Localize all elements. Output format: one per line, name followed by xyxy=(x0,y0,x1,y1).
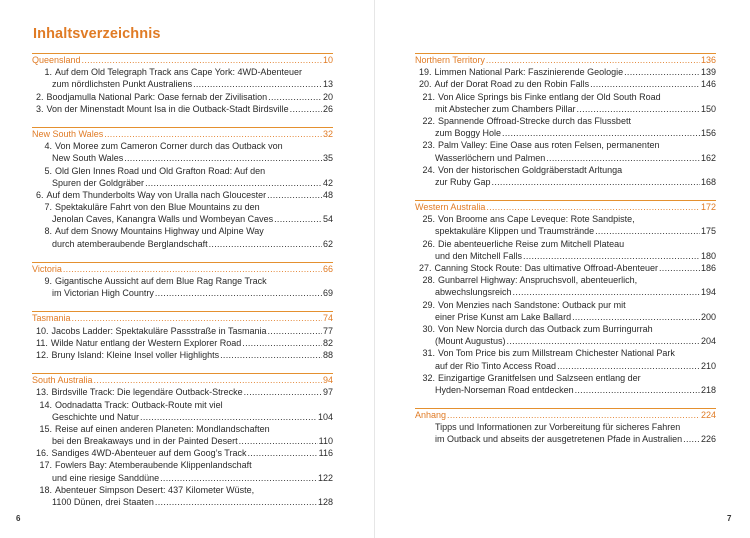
section-page-number: 10 xyxy=(322,55,333,65)
dot-leader xyxy=(595,225,700,237)
entry-title: Wasserlöchern und Palmen xyxy=(435,152,546,163)
entry-page-number: 168 xyxy=(700,176,716,187)
entry-number: 7. xyxy=(44,202,52,213)
entry-number: 31. xyxy=(422,348,435,359)
toc-entry-line[interactable] xyxy=(32,66,333,78)
entry-title: zum Boggy Hole xyxy=(435,128,502,139)
dot-leader xyxy=(72,312,322,324)
toc-entry-line[interactable] xyxy=(415,433,716,445)
toc-section xyxy=(32,127,333,250)
entry-title: durch atemberaubende Berglandschaft xyxy=(52,238,208,249)
toc-entry-line[interactable] xyxy=(415,78,716,90)
section-page-number: 74 xyxy=(322,313,333,324)
section-page-number: 66 xyxy=(322,263,333,274)
toc-entry-line[interactable] xyxy=(415,311,716,323)
toc-entry-line[interactable] xyxy=(415,66,716,78)
toc-entry-line[interactable] xyxy=(415,421,716,433)
entry-page-number: 218 xyxy=(700,384,716,395)
dot-leader xyxy=(124,152,322,164)
entry-title: Einzigartige Granitfelsen und Salzseen entlang der xyxy=(438,372,641,383)
toc-entry-line[interactable] xyxy=(32,152,333,164)
entry-number: 12. xyxy=(36,349,49,360)
entry-page-number: 97 xyxy=(322,387,333,398)
section-heading-link[interactable] xyxy=(32,128,333,140)
section-name: New South Wales xyxy=(32,128,104,139)
toc-section xyxy=(415,53,716,188)
entry-title: Hyden-Norseman Road entdecken xyxy=(435,384,574,395)
toc-entry-line[interactable] xyxy=(32,349,333,361)
dot-leader xyxy=(267,189,322,201)
entry-title: zur Ruby Gap xyxy=(435,176,491,187)
entry-page-number: 139 xyxy=(700,67,716,78)
toc-entry-line[interactable] xyxy=(32,177,333,189)
entry-title: Spuren der Goldgräber xyxy=(52,177,145,188)
dot-leader xyxy=(624,66,700,78)
section-heading-link[interactable] xyxy=(415,409,716,421)
entry-page-number: 42 xyxy=(322,177,333,188)
entry-page-number: 200 xyxy=(700,311,716,322)
entry-number: 16. xyxy=(36,448,49,459)
section-page-number: 224 xyxy=(700,410,716,421)
entry-number: 3. xyxy=(36,103,44,114)
toc-section xyxy=(415,408,716,446)
toc-column-left xyxy=(32,53,333,508)
entry-number: 30. xyxy=(422,323,435,334)
entry-title: bei den Breakaways und in der Painted Desert xyxy=(52,436,238,447)
toc-entry-line[interactable] xyxy=(415,115,716,127)
entry-title: Bruny Island: Kleine Insel voller Highlights xyxy=(51,349,220,360)
entry-title: Geschichte und Natur xyxy=(52,411,140,422)
entry-page-number: 116 xyxy=(318,448,333,459)
toc-entry-line[interactable] xyxy=(32,238,333,250)
toc-entry-line[interactable] xyxy=(32,337,333,349)
entry-title: Sandiges 4WD-Abenteuer auf dem Goog’s Track xyxy=(51,448,247,459)
entry-title: Spannende Offroad-Strecke durch das Flussbett xyxy=(438,115,631,126)
entry-number: 5. xyxy=(44,165,52,176)
dot-leader xyxy=(486,54,700,66)
entry-title: Jacobs Ladder: Spektakuläre Passstraße in Tasmania xyxy=(51,325,267,336)
entry-title: Gigantische Aussicht auf dem Blue Rag Range Track xyxy=(55,276,267,286)
dot-leader xyxy=(507,335,700,347)
toc-entry-line[interactable] xyxy=(415,91,716,103)
toc-entry-line[interactable] xyxy=(32,103,333,115)
dot-leader xyxy=(247,447,317,459)
entry-page-number: 20 xyxy=(322,91,333,102)
entry-page-number: 88 xyxy=(322,349,333,360)
section-page-number: 172 xyxy=(700,202,716,213)
entry-number: 23. xyxy=(422,140,435,151)
toc-entry-line[interactable] xyxy=(32,435,333,447)
toc-entry-line[interactable] xyxy=(32,213,333,225)
dot-leader xyxy=(546,152,700,164)
entry-number: 2. xyxy=(36,91,44,102)
toc-entry-line[interactable] xyxy=(32,201,333,213)
toc-column-right xyxy=(415,53,716,446)
entry-title: Auf der Dorat Road zu den Robin Falls xyxy=(434,79,590,90)
dot-leader xyxy=(502,127,700,139)
section-page-number: 94 xyxy=(322,375,333,386)
entry-title: abwechslungsreich xyxy=(435,287,512,298)
toc-section xyxy=(32,311,333,361)
dot-leader xyxy=(575,384,700,396)
section-name: Anhang xyxy=(415,410,447,421)
toc-entry-line[interactable] xyxy=(32,140,333,152)
entry-title: Gunbarrel Highway: Anspruchsvoll, abenteuerlich, xyxy=(438,275,638,286)
toc-entry-line[interactable] xyxy=(415,152,716,164)
entry-title: zum nördlichsten Punkt Australiens xyxy=(52,79,193,90)
toc-entry-line[interactable] xyxy=(415,286,716,298)
entry-number: 13. xyxy=(36,387,49,398)
section-name: Tasmania xyxy=(32,313,71,324)
entry-page-number: 128 xyxy=(317,497,333,507)
entry-page-number: 186 xyxy=(700,263,716,273)
toc-entry-line[interactable] xyxy=(32,447,333,459)
entry-page-number: 48 xyxy=(322,189,333,200)
toc-entry-line[interactable] xyxy=(415,384,716,396)
dot-leader xyxy=(659,262,700,274)
toc-section xyxy=(32,53,333,115)
entry-page-number: 194 xyxy=(700,287,716,298)
section-heading-link[interactable] xyxy=(32,374,333,386)
entry-page-number: 146 xyxy=(700,79,716,90)
toc-entry-line[interactable] xyxy=(32,496,333,508)
toc-entry-line[interactable] xyxy=(32,91,333,103)
entry-number: 15. xyxy=(39,423,52,434)
entry-number: 19. xyxy=(419,67,432,78)
toc-entry-line[interactable] xyxy=(415,360,716,372)
entry-number: 17. xyxy=(39,460,52,471)
page-number-left: 6 xyxy=(16,514,21,523)
entry-title: Auf dem Thunderbolts Way von Uralla nach Gloucester xyxy=(46,189,267,200)
entry-number: 6. xyxy=(36,189,44,200)
toc-entry-line[interactable] xyxy=(415,103,716,115)
toc-entry-line[interactable] xyxy=(415,225,716,237)
section-name: Western Australia xyxy=(415,202,486,213)
entry-number: 25. xyxy=(422,214,435,225)
section-page-number: 136 xyxy=(700,55,716,65)
section-name: Victoria xyxy=(32,263,62,274)
entry-title: Von New Norcia durch das Outback zum Burringurrah xyxy=(438,323,653,334)
dot-leader xyxy=(447,409,700,421)
entry-title: Boodjamulla National Park: Oase fernab der Zivilisation xyxy=(46,91,268,102)
toc-entry-line[interactable] xyxy=(32,459,333,471)
toc-entry-line[interactable] xyxy=(415,213,716,225)
entry-page-number: 180 xyxy=(700,250,716,261)
entry-page-number: 82 xyxy=(322,337,333,348)
toc-entry-line[interactable] xyxy=(415,250,716,262)
entry-number: 11. xyxy=(36,337,48,348)
entry-title: Von der historischen Goldgräberstadt Arltunga xyxy=(438,164,623,175)
entry-number: 27. xyxy=(419,263,432,273)
toc-entry-line[interactable] xyxy=(32,399,333,411)
entry-number: 20. xyxy=(419,79,432,90)
toc-entry-line[interactable] xyxy=(415,335,716,347)
entry-page-number: 13 xyxy=(322,79,333,90)
entry-number: 10. xyxy=(36,325,49,336)
entry-title: Auf dem Snowy Mountains Highway und Alpine Way xyxy=(55,226,264,237)
entry-title: mit Abstecher zum Chambers Pillar xyxy=(435,103,576,114)
entry-title: Fowlers Bay: Atemberaubende Klippenlandschaft xyxy=(55,460,252,471)
dot-leader xyxy=(94,374,322,386)
dot-leader xyxy=(523,250,700,262)
entry-title: Von Broome ans Cape Leveque: Rote Sandpiste, xyxy=(438,214,635,225)
toc-entry-line[interactable] xyxy=(32,386,333,398)
section-heading-link[interactable] xyxy=(32,54,333,66)
dot-leader xyxy=(160,472,317,484)
dot-leader xyxy=(63,263,322,275)
toc-entry-line[interactable] xyxy=(415,238,716,250)
entry-page-number: 110 xyxy=(318,436,333,447)
dot-leader xyxy=(239,435,318,447)
entry-number: 8. xyxy=(44,226,52,237)
entry-title: Old Glen Innes Road und Old Grafton Road: Auf den xyxy=(55,165,266,176)
section-page-number: 32 xyxy=(322,128,333,139)
dot-leader xyxy=(267,325,322,337)
entry-page-number: 77 xyxy=(322,325,333,336)
entry-title: im Outback und abseits der ausgetretenen Pfade in Australien xyxy=(435,434,683,445)
entry-title: und eine riesige Sanddüne xyxy=(52,472,160,483)
toc-entry-line[interactable] xyxy=(32,225,333,237)
entry-page-number: 69 xyxy=(322,288,333,299)
toc-section xyxy=(32,262,333,300)
entry-page-number: 62 xyxy=(322,238,333,249)
dot-leader xyxy=(155,287,322,299)
toc-entry-line[interactable] xyxy=(415,323,716,335)
entry-title: Auf dem Old Telegraph Track ans Cape York: 4WD-Abenteuer xyxy=(55,67,302,78)
dot-leader xyxy=(513,286,700,298)
entry-title: Von der Minenstadt Mount Isa in die Outback-Stadt Birdsville xyxy=(46,103,289,114)
section-heading-link[interactable] xyxy=(32,263,333,275)
entry-page-number: 104 xyxy=(317,411,333,422)
toc-entry-line[interactable] xyxy=(32,325,333,337)
entry-title: einer Prise Kunst am Lake Ballard xyxy=(435,311,572,322)
entry-page-number: 204 xyxy=(700,336,716,347)
dot-leader xyxy=(155,496,317,508)
toc-entry-line[interactable] xyxy=(32,411,333,423)
dot-leader xyxy=(557,360,700,372)
dot-leader xyxy=(590,78,700,90)
dot-leader xyxy=(209,238,322,250)
entry-title: 1100 Dünen, drei Staaten xyxy=(52,497,154,507)
entry-title: Tipps und Informationen zur Vorbereitung für sicheres Fahren xyxy=(435,422,681,433)
dot-leader xyxy=(268,91,322,103)
entry-title: im Victorian High Country xyxy=(52,288,154,299)
dot-leader xyxy=(274,213,322,225)
dot-leader xyxy=(220,349,322,361)
toc-entry-line[interactable] xyxy=(32,78,333,90)
toc-entry-line[interactable] xyxy=(32,165,333,177)
entry-page-number: 210 xyxy=(700,360,716,371)
entry-page-number: 162 xyxy=(700,152,716,163)
section-name: Queensland xyxy=(32,55,81,65)
entry-title: und den Mitchell Falls xyxy=(435,250,523,261)
entry-title: auf der Rio Tinto Access Road xyxy=(435,360,557,371)
section-heading-link[interactable] xyxy=(415,54,716,66)
entry-page-number: 150 xyxy=(700,103,716,114)
toc-entry-line[interactable] xyxy=(32,484,333,496)
dot-leader xyxy=(193,78,322,90)
dot-leader xyxy=(486,201,700,213)
dot-leader xyxy=(572,311,700,323)
toc-entry-line[interactable] xyxy=(415,347,716,359)
entry-title: Jenolan Caves, Kanangra Walls und Wombeyan Caves xyxy=(52,214,274,225)
entry-title: Von Menzies nach Sandstone: Outback pur mit xyxy=(438,299,626,310)
dot-leader xyxy=(140,411,317,423)
entry-title: spektakuläre Klippen und Traumstrände xyxy=(435,226,595,237)
entry-number: 18. xyxy=(39,484,52,495)
entry-number: 22. xyxy=(422,115,435,126)
dot-leader xyxy=(145,177,322,189)
entry-title: Von Alice Springs bis Finke entlang der Old South Road xyxy=(438,91,661,102)
entry-page-number: 26 xyxy=(322,103,333,114)
dot-leader xyxy=(290,103,322,115)
entry-page-number: 226 xyxy=(700,434,716,445)
section-name: South Australia xyxy=(32,375,93,386)
entry-title: (Mount Augustus) xyxy=(435,336,506,347)
toc-entry-line[interactable] xyxy=(415,299,716,311)
dot-leader xyxy=(104,128,322,140)
section-name: Northern Territory xyxy=(415,55,485,65)
entry-title: Spektakuläre Fahrt von den Blue Mountains zu den xyxy=(55,202,260,213)
entry-title: Wilde Natur entlang der Western Explorer Road xyxy=(50,337,242,348)
entry-number: 21. xyxy=(422,91,435,102)
toc-entry-line[interactable] xyxy=(415,176,716,188)
dot-leader xyxy=(242,337,322,349)
page-title: Inhaltsverzeichnis xyxy=(33,26,161,42)
entry-title: Von Tom Price bis zum Millstream Chichester National Park xyxy=(438,348,675,359)
entry-page-number: 175 xyxy=(700,226,716,237)
entry-title: Canning Stock Route: Das ultimative Offroad-Abenteuer xyxy=(434,263,658,273)
toc-section xyxy=(415,200,716,396)
toc-entry-line[interactable] xyxy=(415,372,716,384)
dot-leader xyxy=(244,386,322,398)
entry-number: 14. xyxy=(39,399,52,410)
dot-leader xyxy=(577,103,700,115)
entry-number: 29. xyxy=(422,299,435,310)
entry-title: Von Moree zum Cameron Corner durch das Outback von xyxy=(55,141,283,152)
entry-number: 32. xyxy=(422,372,435,383)
toc-entry-line[interactable] xyxy=(415,139,716,151)
entry-title: Birdsville Track: Die legendäre Outback-Strecke xyxy=(51,387,243,398)
section-heading-link[interactable] xyxy=(32,312,333,324)
dot-leader xyxy=(492,176,700,188)
toc-entry-line[interactable] xyxy=(415,274,716,286)
section-heading-link[interactable] xyxy=(415,201,716,213)
toc-entry-line[interactable] xyxy=(32,423,333,435)
right-page xyxy=(375,0,750,538)
entry-number: 1. xyxy=(44,67,52,78)
page-number-right: 7 xyxy=(727,514,732,523)
entry-number: 28. xyxy=(422,275,435,286)
entry-page-number: 54 xyxy=(322,214,333,225)
entry-title: Reise auf einen anderen Planeten: Mondlandschaften xyxy=(55,423,270,434)
entry-title: Die abenteuerliche Reise zum Mitchell Plateau xyxy=(438,238,625,249)
entry-page-number: 35 xyxy=(322,153,333,164)
entry-title: Oodnadatta Track: Outback-Route mit viel xyxy=(55,399,223,410)
dot-leader xyxy=(683,433,700,445)
entry-number: 9. xyxy=(44,276,52,286)
entry-title: Abenteuer Simpson Desert: 437 Kilometer Wüste, xyxy=(55,484,255,495)
entry-number: 4. xyxy=(44,141,52,152)
entry-page-number: 156 xyxy=(700,128,716,139)
toc-entry-line[interactable] xyxy=(415,164,716,176)
toc-entry-line[interactable] xyxy=(32,275,333,287)
entry-title: New South Wales xyxy=(52,153,124,164)
entry-number: 26. xyxy=(422,238,435,249)
entry-number: 24. xyxy=(422,164,435,175)
dot-leader xyxy=(82,54,322,66)
entry-page-number: 122 xyxy=(317,472,333,483)
toc-entry-line[interactable] xyxy=(32,287,333,299)
toc-entry-line[interactable] xyxy=(415,127,716,139)
entry-title: Palm Valley: Eine Oase aus roten Felsen, permanenten xyxy=(438,140,660,151)
toc-entry-line[interactable] xyxy=(32,472,333,484)
toc-entry-line[interactable] xyxy=(32,189,333,201)
toc-section xyxy=(32,373,333,508)
toc-entry-line[interactable] xyxy=(415,262,716,274)
entry-title: Limmen National Park: Faszinierende Geologie xyxy=(434,67,624,78)
